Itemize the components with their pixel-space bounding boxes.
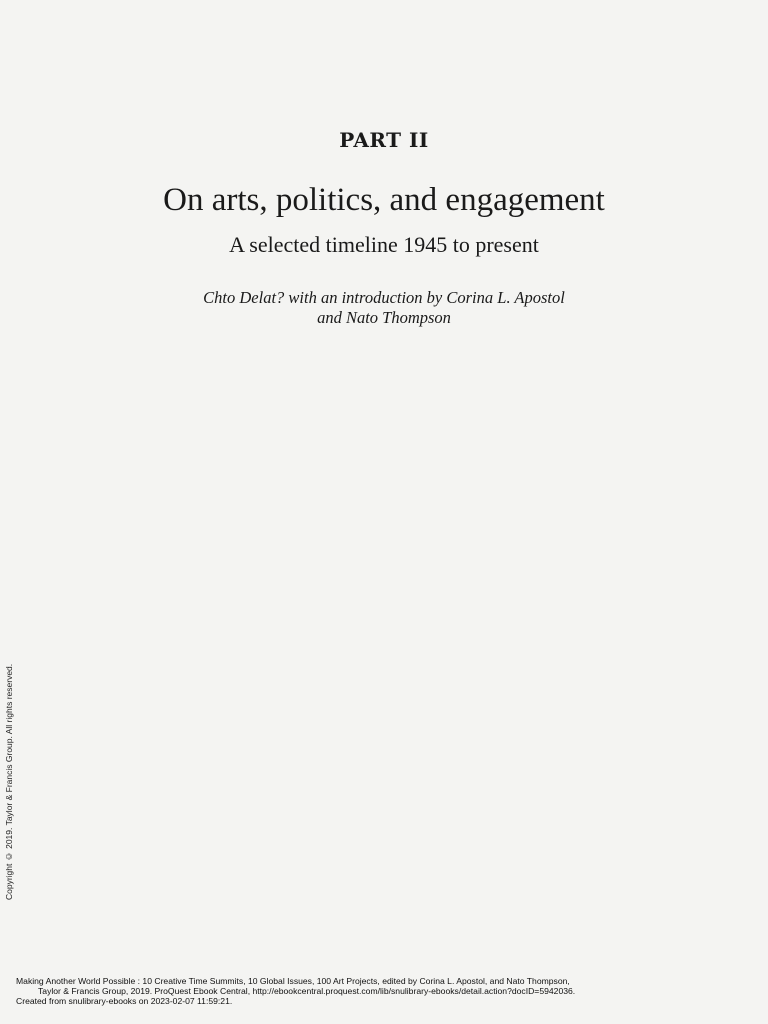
chapter-title: On arts, politics, and engagement [163,182,605,218]
citation-line-2: Taylor & Francis Group, 2019. ProQuest Ebook Central, http://ebookcentral.proquest.com/lib/snulibrary-ebooks/detail.action?docID=5942036. [38,986,576,996]
citation-footer [16,976,756,1006]
chapter-subtitle: A selected timeline 1945 to present [229,232,539,257]
copyright-notice: Copyright © 2019. Taylor & Francis Group. All rights reserved. [4,663,14,900]
citation-line-1: Making Another World Possible : 10 Creative Time Summits, 10 Global Issues, 100 Art Projects, edited by Corina L. Apostol, and Nato Thompson, [16,976,570,986]
author-credit-line-1: Chto Delat? with an introduction by Corina L. Apostol [203,288,565,307]
author-credit [0,288,768,328]
part-label: PART II [339,128,429,152]
citation-line-3: Created from snulibrary-ebooks on 2023-02-07 11:59:21. [16,996,233,1006]
author-credit-line-2: and Nato Thompson [317,308,451,327]
